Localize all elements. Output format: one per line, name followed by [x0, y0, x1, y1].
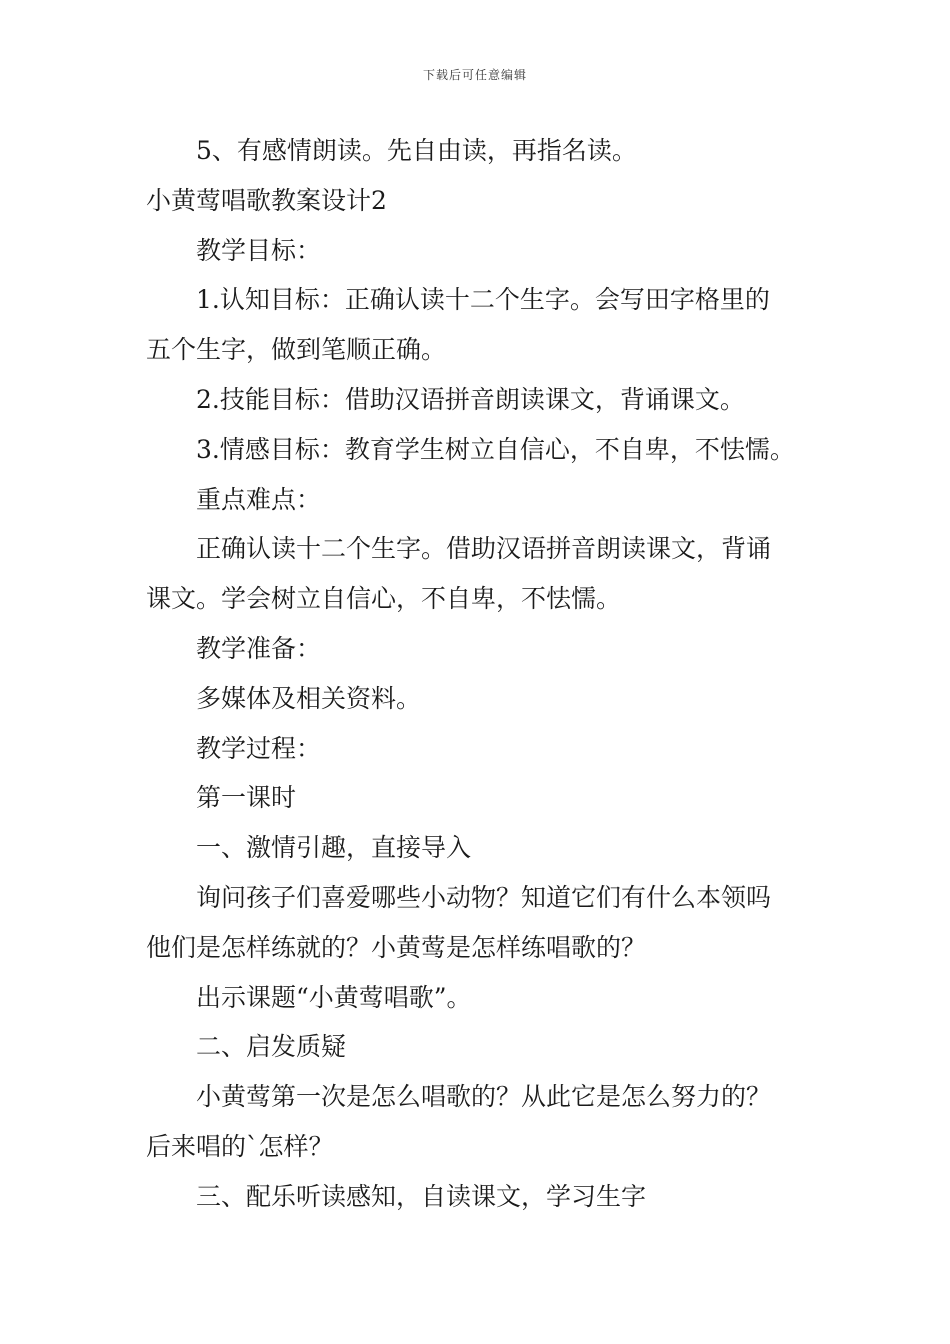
- paragraph-line: 他们是怎样练就的？小黄莺是怎样练唱歌的？: [146, 932, 647, 962]
- paragraph-line: 询问孩子们喜爱哪些小动物？知道它们有什么本领吗: [196, 882, 772, 912]
- step-heading: 二、启发质疑: [196, 1032, 347, 1062]
- document-body: [146, 126, 816, 1222]
- heading-first-lesson: 第一课时: [196, 783, 297, 813]
- heading-teaching-goals: 教学目标：: [196, 235, 322, 265]
- paragraph-line: 出示课题“小黄莺唱歌”。: [196, 982, 472, 1012]
- step-heading: 一、激情引趣，直接导入: [196, 833, 472, 863]
- paragraph-line: 小黄莺第一次是怎么唱歌的？从此它是怎么努力的？: [196, 1082, 772, 1112]
- paragraph-line: 课文。学会树立自信心，不自卑，不怯懦。: [146, 584, 622, 614]
- section-title: 小黄莺唱歌教案设计2: [146, 185, 387, 215]
- paragraph-line: 正确认读十二个生字。借助汉语拼音朗读课文，背诵: [196, 534, 772, 564]
- paragraph-line: 多媒体及相关资料。: [196, 683, 422, 713]
- paragraph-line: 1.认知目标：正确认读十二个生字。会写田字格里的: [196, 285, 770, 315]
- page-header-note: 下载后可任意编辑: [422, 68, 527, 82]
- heading-teaching-process: 教学过程：: [196, 733, 322, 763]
- heading-preparation: 教学准备：: [196, 633, 322, 663]
- paragraph-line: 五个生字，做到笔顺正确。: [146, 335, 447, 365]
- paragraph-line: 5、有感情朗读。先自由读，再指名读。: [196, 136, 637, 165]
- step-heading: 三、配乐听读感知，自读课文，学习生字: [196, 1181, 647, 1211]
- paragraph-line: 后来唱的`怎样？: [146, 1131, 334, 1161]
- paragraph-line: 2.技能目标：借助汉语拼音朗读课文，背诵课文。: [196, 384, 745, 414]
- paragraph-line: 3.情感目标：教育学生树立自信心，不自卑，不怯懦。: [196, 434, 795, 464]
- heading-key-points: 重点难点：: [196, 484, 322, 514]
